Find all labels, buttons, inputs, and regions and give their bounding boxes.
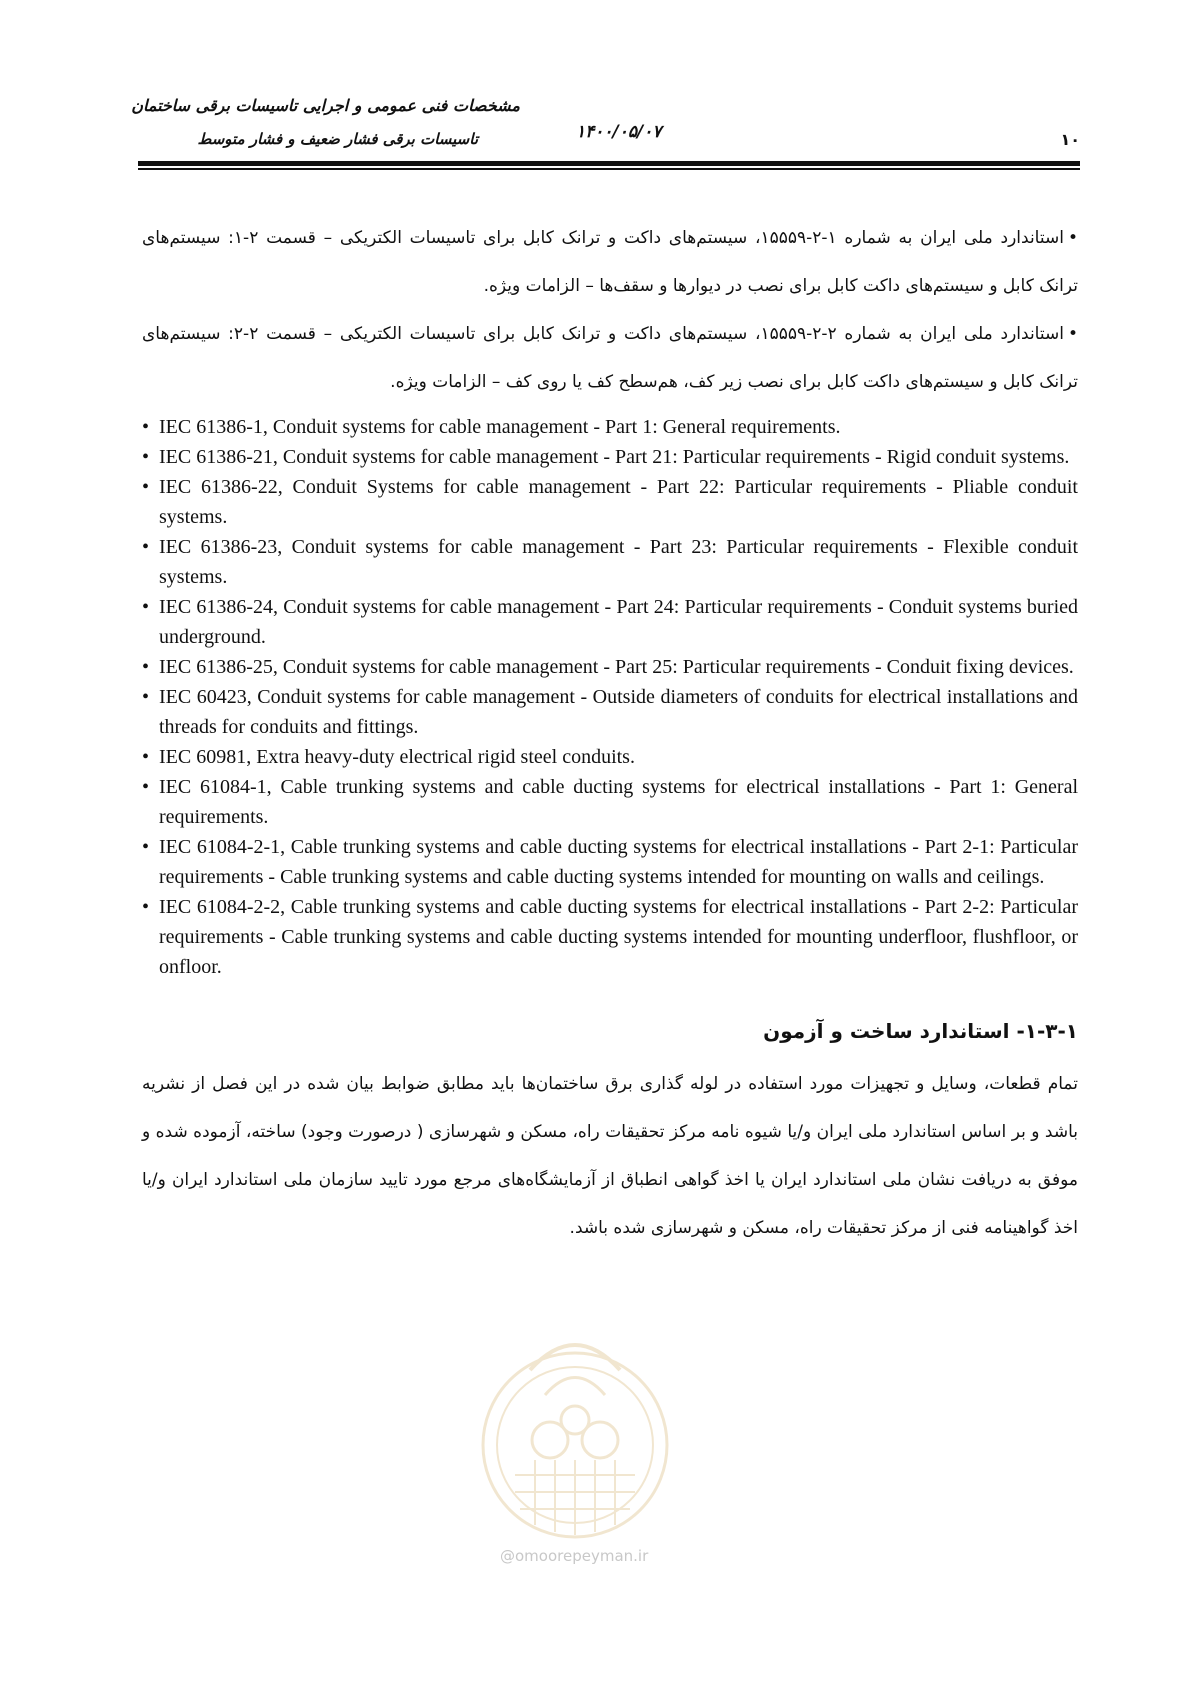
iec-standard-item: [142, 652, 1078, 682]
iec-standard-text: IEC 61386-25, Conduit systems for cable management - Part 25: Particular requirements - Conduit fixing devices.: [159, 656, 1074, 678]
header-rule-thick: [138, 161, 1080, 166]
bullet-glyph: •: [142, 686, 150, 708]
persian-standard-text: استاندارد ملی ایران به شماره ۱-۲-۱۵۵۵۹، سیستم‌های داکت و ترانک کابل برای تاسیسات الکتریکی – قسمت ۲-۱: سیستم‌های ترانک کابل و سیستم‌های داکت کابل برای نصب در دیوارها و سقف‌ها – الزامات ویژه.: [142, 228, 1078, 296]
persian-standard-text: استاندارد ملی ایران به شماره ۲-۲-۱۵۵۵۹، سیستم‌های داکت و ترانک کابل برای تاسیسات الکتریکی – قسمت ۲-۲: سیستم‌های ترانک کابل و سیستم‌های داکت کابل برای نصب زیر کف، هم‌سطح کف یا روی کف – الزامات ویژه.: [142, 324, 1078, 392]
iec-standard-text: IEC 61386-23, Conduit systems for cable management - Part 23: Particular requirements - Flexible conduit systems.: [159, 536, 1078, 588]
iec-standard-item: [142, 682, 1078, 742]
bullet-glyph: •: [142, 536, 150, 558]
header-title-line1: مشخصات فنی عمومی و اجرایی تاسیسات برقی ساختمان: [131, 96, 520, 115]
iec-standard-text: IEC 61386-24, Conduit systems for cable management - Part 24: Particular requirements - Conduit systems buried underground.: [159, 596, 1078, 648]
header-date: ۱۴۰۰/۰۵/۰۷: [576, 122, 662, 142]
bullet-glyph: •: [142, 476, 150, 498]
iec-standard-text: IEC 60423, Conduit systems for cable management - Outside diameters of conduits for electrical installations and threads for conduits and fittings.: [159, 686, 1078, 738]
bullet-glyph: •: [142, 746, 150, 768]
page-header: [131, 88, 1080, 168]
iec-standard-item: [142, 892, 1078, 982]
section-heading: ۱-۳-۱- استاندارد ساخت و آزمون: [763, 1019, 1078, 1043]
iec-standard-item: [142, 832, 1078, 892]
bullet-glyph: •: [142, 896, 150, 918]
header-rule-thin: [138, 168, 1080, 170]
page-number: ۱۰: [1060, 130, 1080, 149]
document-body: [142, 214, 1078, 1252]
iec-standard-text: IEC 61386-1, Conduit systems for cable management - Part 1: General requirements.: [159, 416, 841, 438]
bullet-glyph: •: [1067, 228, 1078, 248]
iec-standard-text: IEC 60981, Extra heavy-duty electrical rigid steel conduits.: [159, 746, 635, 768]
iec-standard-text: IEC 61084-2-1, Cable trunking systems and cable ducting systems for electrical installations - Part 2-1: Particular requirements - Cable trunking systems and cable ducting systems intended for mounting on walls and ceilings.: [159, 836, 1078, 888]
bullet-glyph: •: [142, 836, 150, 858]
iec-standard-item: [142, 472, 1078, 532]
section-paragraph: تمام قطعات، وسایل و تجهیزات مورد استفاده در لوله گذاری برق ساختمان‌ها باید مطابق ضوابط بیان شده در این فصل از نشریه باشد و بر اساس استاندارد ملی ایران و/یا شیوه نامه مرکز تحقیقات راه، مسکن و شهرسازی ( درصورت وجود) ساخته، آزموده شده و موفق به دریافت نشان ملی استاندارد ایران یا اخذ گواهی انطباق از آزمایشگاه‌های مرجع مورد تایید سازمان ملی استاندارد ایران و/یا اخذ گواهینامه فنی از مرکز تحقیقات راه، مسکن و شهرسازی شده باشد.: [142, 1074, 1078, 1238]
iec-standard-text: IEC 61084-1, Cable trunking systems and cable ducting systems for electrical installations - Part 1: General requirements.: [159, 776, 1078, 828]
iec-standard-item: [142, 592, 1078, 652]
iec-standards-list: [142, 412, 1078, 982]
iec-standard-item: [142, 742, 1078, 772]
persian-standard-item: [142, 214, 1078, 310]
header-title-line2: تاسیسات برقی فشار ضعیف و فشار متوسط: [197, 130, 478, 148]
iec-standard-item: [142, 442, 1078, 472]
bullet-glyph: •: [142, 446, 150, 468]
bullet-glyph: •: [142, 416, 150, 438]
iec-standard-text: IEC 61084-2-2, Cable trunking systems and cable ducting systems for electrical installations - Part 2-2: Particular requirements - Cable trunking systems and cable ducting systems intended for mounting underfloor, flushfloor, or onfloor.: [159, 896, 1078, 978]
iec-standard-text: IEC 61386-21, Conduit systems for cable management - Part 21: Particular requirements - Rigid conduit systems.: [159, 446, 1070, 468]
watermark-seal-logo: [470, 1300, 680, 1580]
bullet-glyph: •: [142, 776, 150, 798]
bullet-glyph: •: [1067, 324, 1078, 344]
persian-standards-list: [142, 214, 1078, 406]
bullet-glyph: •: [142, 596, 150, 618]
iec-standard-item: [142, 412, 1078, 442]
watermark-text: @omoorepeyman.ir: [500, 1547, 649, 1565]
persian-standard-item: [142, 310, 1078, 406]
iec-standard-text: IEC 61386-22, Conduit Systems for cable management - Part 22: Particular requirements - Pliable conduit systems.: [159, 476, 1078, 528]
bullet-glyph: •: [142, 656, 150, 678]
iec-standard-item: [142, 532, 1078, 592]
iec-standard-item: [142, 772, 1078, 832]
